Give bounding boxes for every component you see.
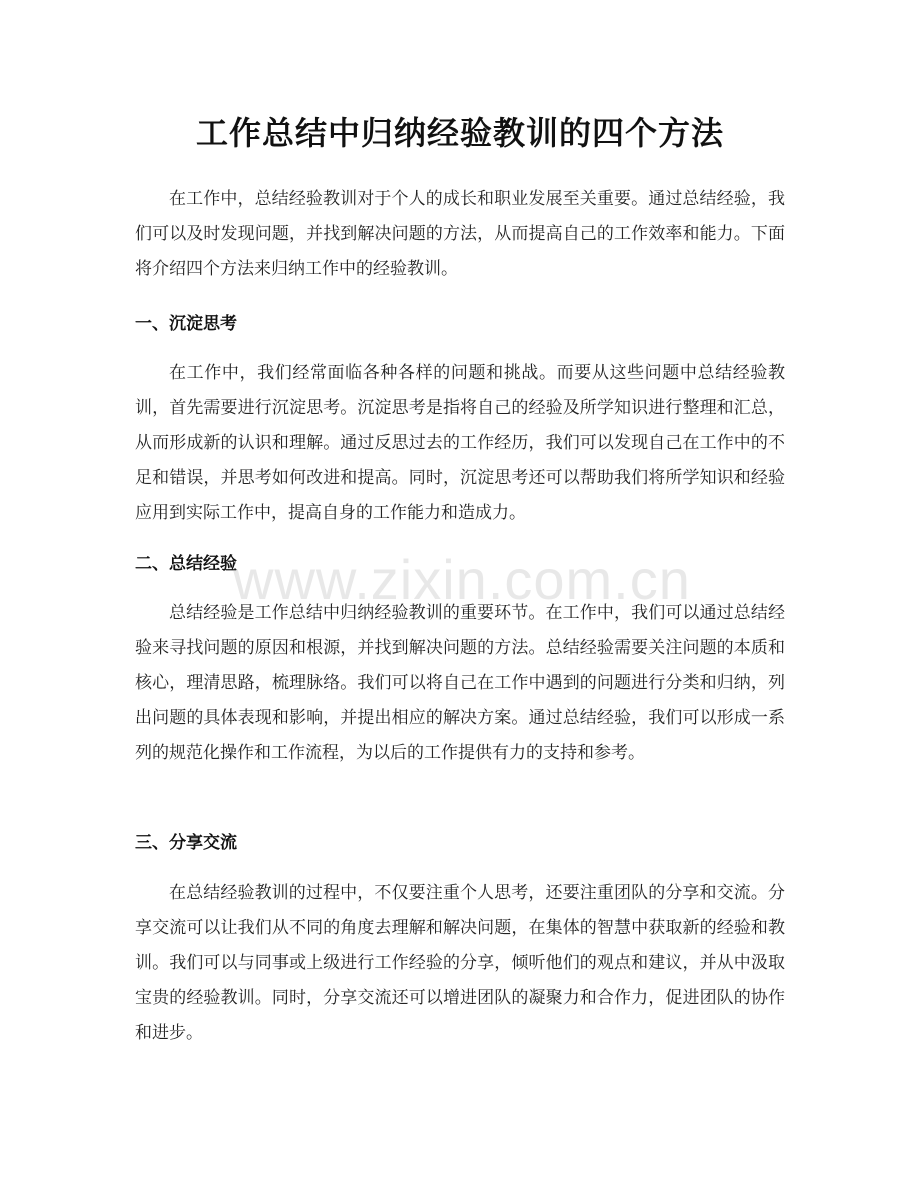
section-heading-2: 二、总结经验 <box>135 554 237 574</box>
watermark: www.zixin.com.cn <box>233 548 691 611</box>
intro-paragraph: 在工作中，总结经验教训对于个人的成长和职业发展至关重要。通过总结经验，我们可以及时发现问题，并找到解决问题的方法，从而提高自己的工作效率和能力。下面将介绍四个方法来归纳工作中的经验教训。 <box>135 189 785 279</box>
section-heading-1: 一、沉淀思考 <box>135 314 237 334</box>
section-body-3: 在总结经验教训的过程中，不仅要注重个人思考，还要注重团队的分享和交流。分享交流可以让我们从不同的角度去理解和解决问题，在集体的智慧中获取新的经验和教训。我们可以与同事或上级进行工作经验的分享，倾听他们的观点和建议，并从中汲取宝贵的经验教训。同时，分享交流还可以增进团队的凝聚力和合作力，促进团队的协作和进步。 <box>135 883 785 1043</box>
document-title: 工作总结中归纳经验教训的四个方法 <box>195 114 724 152</box>
section-heading-3: 三、分享交流 <box>135 833 237 853</box>
section-body-1: 在工作中，我们经常面临各种各样的问题和挑战。而要从这些问题中总结经验教训，首先需要进行沉淀思考。沉淀思考是指将自己的经验及所学知识进行整理和汇总，从而形成新的认识和理解。通过反思过去的工作经历，我们可以发现自己在工作中的不足和错误，并思考如何改进和提高。同时，沉淀思考还可以帮助我们将所学知识和经验应用到实际工作中，提高自身的工作能力和造成力。 <box>135 363 785 523</box>
section-body-2: 总结经验是工作总结中归纳经验教训的重要环节。在工作中，我们可以通过总结经验来寻找问题的原因和根源，并找到解决问题的方法。总结经验需要关注问题的本质和核心，理清思路，梳理脉络。我们可以将自己在工作中遇到的问题进行分类和归纳，列出问题的具体表现和影响，并提出相应的解决方案。通过总结经验，我们可以形成一系列的规范化操作和工作流程，为以后的工作提供有力的支持和参考。 <box>135 603 785 763</box>
